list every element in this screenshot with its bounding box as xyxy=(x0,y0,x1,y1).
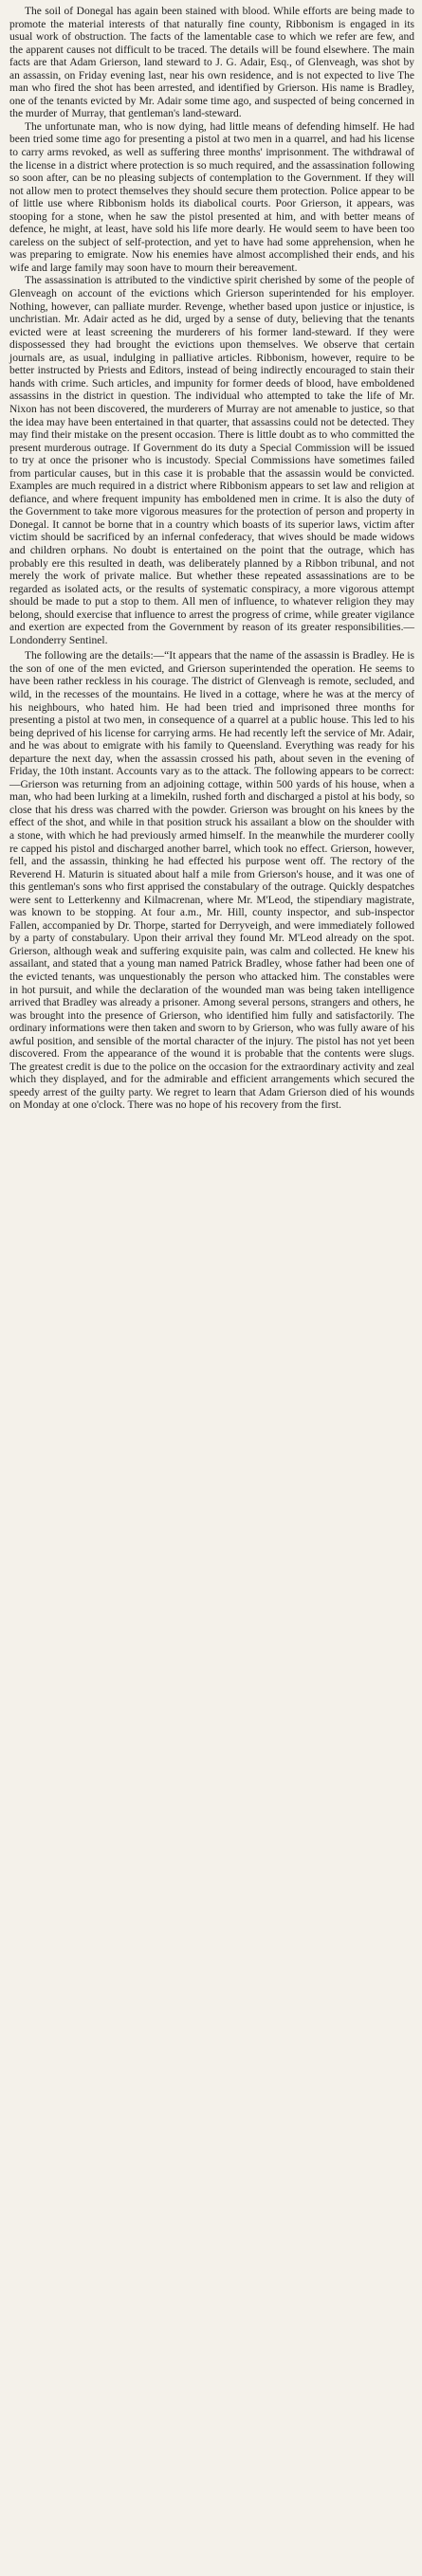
article-paragraph-details: The following are the details:—“It appears that the name of the assassin is Bradley. He is the son of one of the men evicted, and Grierson superintended the operation. He seems to have been rather reckless in his courage. The district of Glenveagh is remote, secluded, and wild, in the recesses of the mountains. He lived in a cottage, where he was at the mercy of his neighbours, who hated him. He had been tried and imprisoned three months for presenting a pistol at two men, in consequence of a quarrel at a public house. This led to his being deprived of his license for carrying arms. He had recently left the service of Mr. Adair, and he was about to emigrate with his family to Queensland. Everything was ready for his departure the next day, when the assassin crossed his path, about seven in the evening of Friday, the 10th instant. Accounts vary as to the attack. The following appears to be correct:—Grierson was returning from an adjoining cottage, within 500 yards of his house, when a man, who had been lurking at a limekiln, rushed forth and discharged a pistol at his body, so close that his dress was charred with the powder. Grierson was brought on his knees by the effect of the shot, and while in that position struck his assailant a blow on the shoulder with a stone, with which he had previously armed himself. In the meanwhile the murderer coolly re capped his pistol and discharged another barrel, which took no effect. Grierson, however, fell, and the assassin, thinking he had effected his purpose went off. The rectory of the Reverend H. Maturin is situated about half a mile from Grierson's house, and it was one of this gentleman's sons who first apprised the constabulary of the outrage. Quickly despatches were sent to Letterkenny and Kilmacrenan, where Mr. M'Leod, the stipendiary magistrate, was known to be stopping. At four a.m., Mr. Hill, county inspector, and sub-inspector Fallen, accompanied by Dr. Thorpe, started for Derryveigh, and were immediately followed by a party of constabulary. Upon their arrival they found Mr. M'Leod already on the spot. Grierson, although weak and suffering exquisite pain, was calm and collected. He knew his assailant, and stated that a young man named Patrick Bradley, whose father had been one of the evicted tenants, was unquestionably the person who attacked him. The constables were in hot pursuit, and while the declaration of the wounded man was being taken intelligence arrived that Bradley was already a prisoner. Among several persons, strangers and others, he was brought into the presence of Grierson, who identified him fully and satisfactorily. The ordinary informations were then taken and sworn to by Grierson, who was fully aware of his awful position, and sensible of the mortal character of the injury. The pistol has not yet been discovered. From the appearance of the wound it is probable that the contents were slugs. The greatest credit is due to the police on the occasion for the extraordinary activity and zeal which they displayed, and for the admirable and efficient arrangements which secured the speedy arrest of the guilty party. We regret to learn that Adam Grierson died of his wounds on Monday at one o'clock. There was no hope of his recovery from the first. xyxy=(9,650,414,1112)
article-paragraph-intro: The soil of Donegal has again been stained with blood. While efforts are being made to promote the material interests of that naturally fine county, Ribbonism is engaged in its usual work of obstruction. The facts of the lamentable case to which we refer are few, and the apparent causes not difficult to be traced. The details will be found elsewhere. The main facts are that Adam Grierson, land steward to J. G. Adair, Esq., of Glenveagh, was shot by an assassin, on Friday evening last, near his own residence, and is not expected to live The man who fired the shot has been arrested, and identified by Grierson. His name is Bradley, one of the tenants evicted by Mr. Adair some time ago, and suspected of being concerned in the murder of Murray, that gentleman's land-steward. xyxy=(9,6,414,120)
article-paragraph-commentary: The assassination is attributed to the vindictive spirit cherished by some of the people of Glenveagh on account of the evictions which Grierson superintended for his employer. Nothing, however, can palliate murder. Revenge, whether based upon justice or injustice, is unchristian. Mr. Adair acted as he did, urged by a sense of duty, believing that the tenants evicted were at least screening the murderers of his former land-steward. If they were dispossessed they had brought the evictions upon themselves. We observe that certain journals are, as usual, indulging in palliative articles. Ribbonism, however, require to be better instructed by Priests and Editors, instead of being indirectly encouraged to stain their hands with crime. Such articles, and impunity for former deeds of blood, have emboldened assassins in the district in question. The individual who attempted to take the life of Mr. Nixon has not been discovered, the murderers of Murray are not amenable to justice, so that the idea may have been entertained in that quarter, that assassins could not be detected. They may find their mistake on the present occasion. There is little doubt as to who committed the present murderous outrage. If Government do its duty a Special Commission will be issued to try at once the prisoner who is incustody. Special Commissions have sometimes failed from particular causes, but in this case it is probable that the assassin would be convicted. Examples are much required in a district where Ribbonism appears to set law and religion at defiance, and where frequent impunity has emboldened men in crime. It is also the duty of the Government to take more vigorous measures for the protection of person and property in Donegal. It cannot be borne that in a country which boasts of its superior laws, victim after victim should be sacrificed by an infernal confederacy, that wives should be made widows and children orphans. No doubt is entertained on the point that the outrage, which has probably ere this resulted in death, was deliberately planned by a Ribbon tribunal, and not merely the work of private malice. But whether these repeated assassinations are to be regarded as isolated acts, or the results of systematic conspiracy, a more vigorous attempt should be made to put a stop to them. All men of influence, to whatever religion they may belong, should exercise that influence to arrest the progress of crime, while greater vigilance and exertion are expected from the Government by reason of its greater responsibilities.—Londonderry Sentinel. xyxy=(9,275,414,646)
article-paragraph-victim: The unfortunate man, who is now dying, had little means of defending himself. He had been tried some time ago for presenting a pistol at two men in a quarrel, and had his license to carry arms revoked, as well as suffering three months' imprisonment. The withdrawal of the license in a district where protection is so much required, and the assassination following so soon after, can be no pleasing subjects of contemplation to the Government. If they will not allow men to protect themselves they should secure them protection. Police appear to be of little use where Ribbonism holds its diabolical courts. Poor Grierson, it appears, was stooping for a stone, when he saw the pistol presented at him, and with better means of defence, he might, at least, have sold his life more dearly. He would seem to have been too careless on the subject of self-protection, and yet to have had some apprehension, when he was preparing to emigrate. Now his enemies have almost accomplished their ends, and his wife and large family may soon have to mourn their bereavement. xyxy=(9,120,414,274)
